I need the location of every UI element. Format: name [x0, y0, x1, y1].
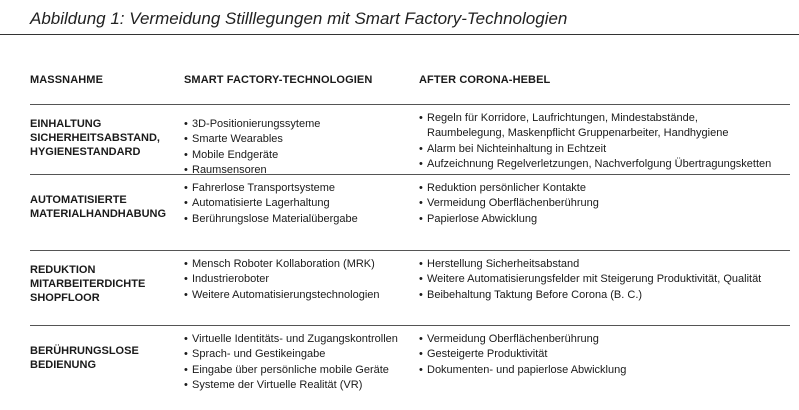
list-item [419, 332, 790, 347]
list-item-text: Vermeidung Oberflächenberührung [427, 197, 599, 210]
title-divider [0, 34, 799, 35]
measure-line: EINHALTUNG [30, 118, 102, 130]
measure-line: MATERIALHANDHABUNG [30, 208, 167, 220]
measure-line: BEDIENUNG [30, 359, 97, 371]
list-item [184, 212, 419, 227]
table-row [30, 105, 790, 175]
list-item-text: Industrieroboter [192, 273, 270, 286]
list-item [184, 332, 419, 347]
list-item [419, 363, 790, 378]
tech-cell [184, 257, 419, 325]
list-item [419, 347, 790, 362]
figure-title: Abbildung 1: Vermeidung Stilllegungen mit Smart Factory-Technologien [30, 9, 568, 28]
measure-cell [30, 257, 184, 325]
list-item [419, 142, 790, 157]
tech-cell [184, 332, 419, 392]
list-item [184, 378, 419, 393]
list-item-text: Reduktion persönlicher Kontakte [427, 182, 586, 194]
list-item [184, 257, 419, 272]
list-item-text: Mobile Endgeräte [192, 148, 279, 161]
list-item [419, 157, 790, 172]
measure-line: MITARBEITERDICHTE [30, 278, 146, 290]
list-item-text: 3D-Positionierungssyteme [192, 118, 321, 130]
measure-line: AUTOMATISIERTE [30, 194, 127, 206]
table-row [30, 251, 790, 326]
tech-cell [184, 111, 419, 177]
list-item-text: Weitere Automatisierungsfelder mit Steigerung Produktivität, Qualität [427, 273, 762, 286]
measure-cell [30, 111, 184, 174]
list-item-text: Eingabe über persönliche mobile Geräte [192, 363, 389, 376]
lever-cell [419, 332, 790, 392]
list-item-text-continued: Raumbelegung, Maskenpflicht Gruppenarbeiter, Handhygiene [427, 127, 729, 140]
list-item-text: Smarte Wearables [192, 133, 283, 146]
list-item-text: • Regeln für Korridore, Laufrichtungen, Mindestabstände, [427, 112, 698, 124]
list-item-text: Vermeidung Oberflächenberührung [427, 333, 599, 345]
list-item-text: Herstellung Sicherheitsabstand [427, 258, 580, 270]
list-item [419, 257, 790, 272]
list-item [184, 363, 419, 378]
list-item [419, 196, 790, 211]
header-tech: SMART FACTORY-TECHNOLOGIEN [184, 74, 373, 86]
list-item [419, 212, 790, 227]
measure-line: SICHERHEITSABSTAND, [30, 132, 160, 144]
header-lever: AFTER CORONA-HEBEL [419, 74, 551, 86]
list-item [184, 272, 419, 287]
measure-line: SHOPFLOOR [30, 292, 100, 304]
list-item [184, 163, 419, 178]
list-item-text: Systeme der Virtuelle Realität (VR) [192, 379, 363, 392]
list-item-text: Gesteigerte Produktivität [427, 348, 548, 361]
list-item-text: Sprach- und Gestikeingabe [192, 348, 326, 361]
lever-cell [419, 111, 790, 174]
list-item [184, 117, 419, 132]
list-item [184, 288, 419, 303]
list-item-text: Mensch Roboter Kollaboration (MRK) [192, 258, 375, 270]
measure-line: BERÜHRUNGSLOSE [30, 345, 139, 357]
header-measure: MASSNAHME [30, 74, 104, 86]
list-item-text: Dokumenten- und papierlose Abwicklung [427, 363, 627, 376]
lever-cell [419, 181, 790, 250]
measure-cell [30, 332, 184, 392]
list-item [419, 272, 790, 287]
list-item [419, 181, 790, 196]
table-row [30, 175, 790, 251]
measure-line: HYGIENESTANDARD [30, 146, 141, 158]
list-item [184, 148, 419, 163]
list-item-text: Aufzeichnung Regelverletzungen, Nachverfolgung Übertragungsketten [427, 158, 772, 171]
list-item [419, 111, 790, 142]
tech-cell [184, 181, 419, 250]
measure-line: REDUKTION [30, 264, 96, 276]
list-item [419, 288, 790, 303]
table-header [30, 74, 790, 105]
list-item [184, 181, 419, 196]
measures-table [30, 74, 790, 392]
list-item-text: Beibehaltung Taktung Before Corona (B. C.) [427, 288, 643, 301]
list-item [184, 132, 419, 147]
list-item-text: Berührungslose Materialübergabe [192, 212, 358, 225]
measure-cell [30, 181, 184, 250]
list-item-text: Fahrerlose Transportsysteme [192, 182, 336, 194]
list-item-text: Alarm bei Nichteinhaltung in Echtzeit [427, 142, 607, 155]
list-item [184, 196, 419, 211]
table-row [30, 326, 790, 392]
list-item-text: Papierlose Abwicklung [427, 212, 538, 225]
list-item [184, 347, 419, 362]
list-item-text: Raumsensoren [192, 164, 267, 177]
list-item-text: Virtuelle Identitäts- und Zugangskontrollen [192, 333, 398, 345]
list-item-text: Weitere Automatisierungstechnologien [192, 288, 380, 301]
list-item-text: Automatisierte Lagerhaltung [192, 197, 330, 210]
lever-cell [419, 257, 790, 325]
